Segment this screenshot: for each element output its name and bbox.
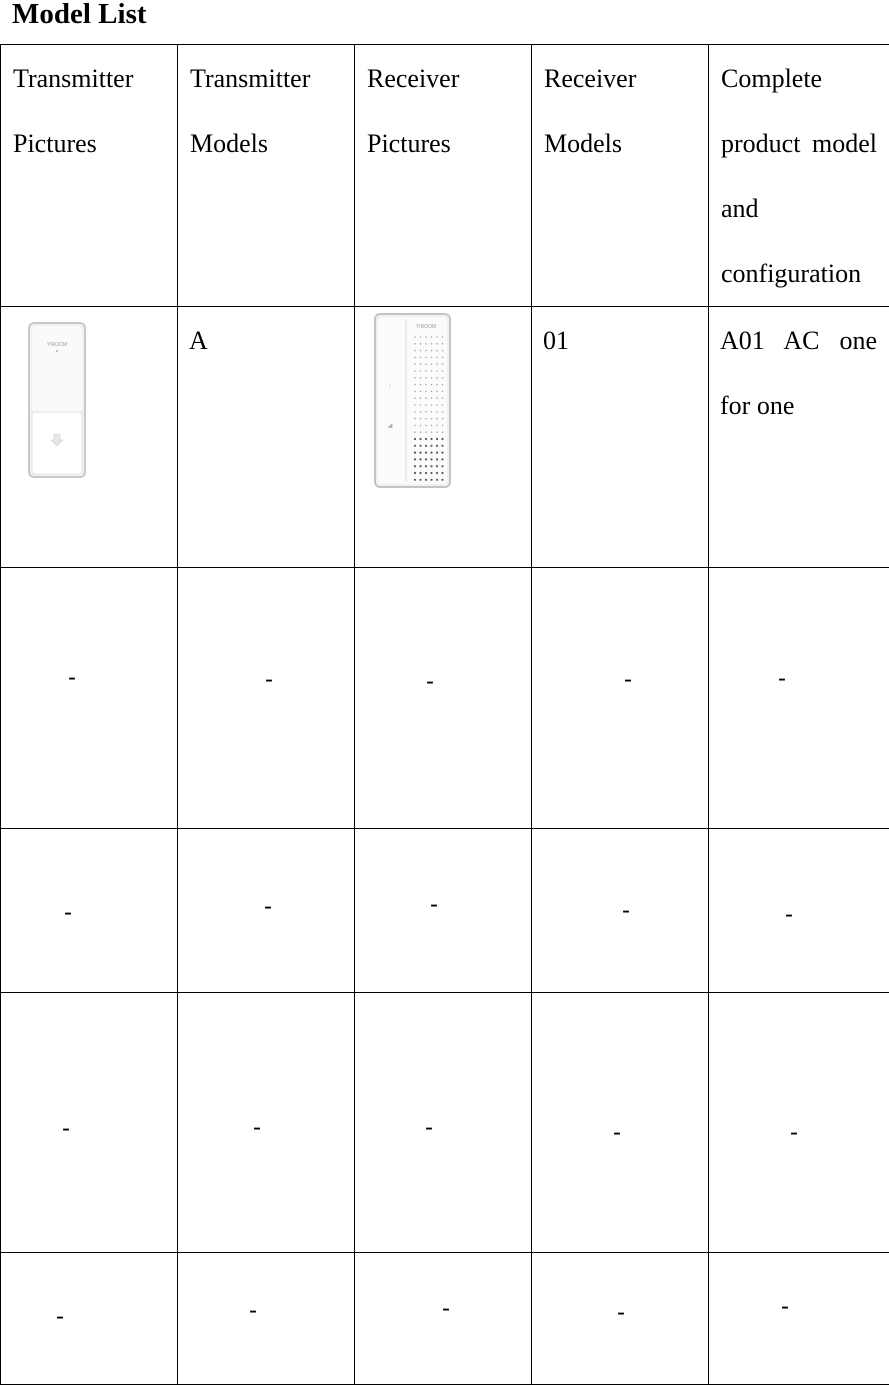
transmitter-picture-cell [1, 307, 178, 568]
model-list-table [0, 44, 889, 1385]
configuration-text: A01 AC one for one [709, 308, 889, 438]
placeholder-dash: - [64, 901, 72, 925]
configuration-cell [709, 307, 889, 568]
placeholder-dash: - [249, 1299, 257, 1323]
transmitter-model-cell [178, 307, 355, 568]
header-complete-product-configuration: Complete product model and configuration [709, 45, 889, 307]
table-row [1, 1253, 889, 1385]
placeholder-dash: - [442, 1297, 450, 1321]
svg-text:YIROOM: YIROOM [416, 324, 436, 330]
placeholder-dash: - [622, 899, 630, 923]
placeholder-dash: - [617, 1301, 625, 1325]
table-row [1, 993, 889, 1253]
transmitter-model: A [178, 308, 354, 373]
svg-text:◢: ◢ [388, 423, 393, 429]
table-row [1, 568, 889, 829]
placeholder-dash: - [613, 1121, 621, 1145]
receiver-model: 01 [532, 308, 708, 373]
placeholder-dash: - [430, 893, 438, 917]
placeholder-dash: - [62, 1117, 70, 1141]
placeholder-dash: - [624, 668, 632, 692]
table-header-row [1, 45, 889, 307]
placeholder-dash: - [68, 666, 76, 690]
doorbell-transmitter-image [28, 322, 86, 478]
placeholder-dash: - [785, 903, 793, 927]
page-title: Model List [12, 0, 147, 32]
placeholder-dash: - [425, 1116, 433, 1140]
header-transmitter-pictures: Transmitter Pictures [1, 45, 178, 307]
svg-text:♪: ♪ [389, 383, 392, 389]
header-receiver-pictures: Receiver Pictures [355, 45, 532, 307]
doorbell-receiver-image [374, 313, 451, 488]
header-receiver-models: Receiver Models [532, 45, 709, 307]
table-row [1, 307, 889, 568]
placeholder-dash: - [790, 1121, 798, 1145]
receiver-picture-cell [355, 307, 532, 568]
placeholder-dash: - [264, 895, 272, 919]
header-transmitter-models: Transmitter Models [178, 45, 355, 307]
receiver-model-cell [532, 307, 709, 568]
placeholder-dash: - [781, 1295, 789, 1319]
placeholder-dash: - [426, 670, 434, 694]
table-row [1, 829, 889, 993]
svg-text:YIROOM: YIROOM [47, 342, 67, 348]
placeholder-dash: - [56, 1305, 64, 1329]
placeholder-dash: - [253, 1116, 261, 1140]
placeholder-dash: - [265, 668, 273, 692]
placeholder-dash: - [778, 667, 786, 691]
